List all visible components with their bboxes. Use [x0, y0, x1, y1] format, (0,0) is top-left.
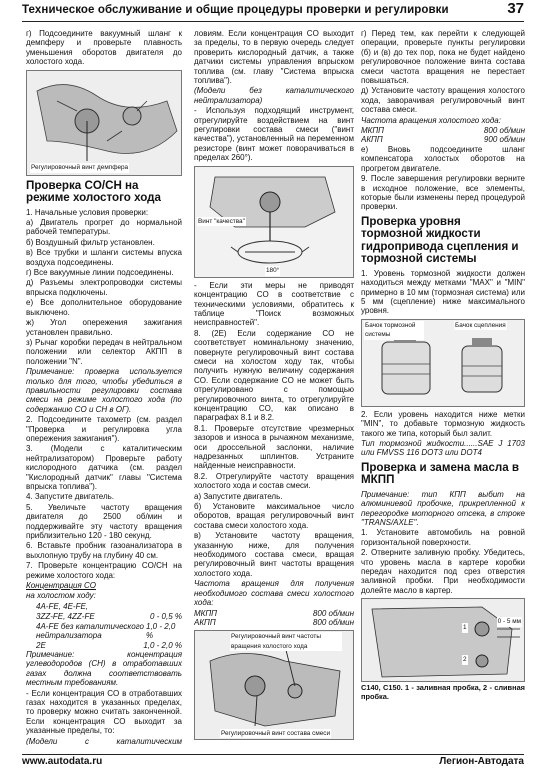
section-heading: Проверка и замена масла в МКПП — [361, 460, 520, 487]
figure-caption: Регулировочный винт частоты вращения холостого хода — [230, 632, 342, 651]
paragraph: 5. Увеличьте частоту вращения двигателя до 2500 об/мин и поддерживайте эту частоту вращения приблизительно 120 - 180 секунд. — [26, 502, 182, 541]
paragraph: г) Перед тем, как перейти к следующей операции, проверьте пункты регулировки (б) и (в) до тех пор, пока не будет найдено регулировочное положение винта состава смеси частота вращения не перестает повышаться. — [361, 29, 525, 86]
spec-label: АКПП — [361, 135, 383, 145]
figure-label: Винт "качества" — [198, 217, 245, 225]
section-heading: Проверка уровня тормозной жидкости гидропривода сцепления и тормозной системы — [361, 214, 519, 266]
footer-publisher: Легион-Автодата — [439, 756, 524, 767]
paragraph: ловиям. Если концентрация CO выходит за пределы, то в первую очередь следует проверить кислородный датчик, а также датчики системы управления впрыском топлива (см. главу "Система впрыска топлива"). — [194, 29, 354, 86]
gearbox-figure — [361, 598, 525, 682]
spec-value: 800 об/мин — [312, 617, 354, 627]
paragraph: 1. Начальные условия проверки: — [26, 207, 149, 217]
reservoir-figure — [361, 319, 525, 407]
paragraph: д) Установите частоту вращения холостого хода, заворачивая регулировочный винт состава смеси. — [361, 86, 525, 115]
paragraph: 8. (2E) Если содержание CO не соответствует номинальному значению, повернуте регулировочный винт состава смеси на холостом ходу так, чтобы получить нужную величину содержания CO. Если содержание CO не может быть отрегулировано с помощью регулировочного винта, то отрегулируйте концентрацию CO, как описано в параграфах 8.1 и 8.2. — [194, 328, 354, 423]
figure-label: Бачок тормозной системы — [364, 321, 424, 340]
spec-value: 900 об/мин — [483, 135, 525, 145]
paragraph: - Если эти меры не приводят концентрацию CO в соответствие с техническими условиями, обратитесь к таблице "Поиск возможных неисправностей". — [194, 280, 354, 328]
spec-label: МКПП — [361, 126, 384, 136]
figure-label: 2 — [463, 656, 467, 664]
column-3 — [361, 29, 525, 745]
page-footer — [22, 754, 524, 769]
spec-row — [26, 641, 182, 650]
paragraph: в) Установите частоту вращения, указанную ниже, для получения необходимого состава смеси, вращая регулировочный винт частоты вращения холостого хода. — [194, 531, 354, 578]
paragraph: - Если концентрация CO в отработавших газах находится в указанных пределах, то проверку можно считать законченной. Если концентрация CO выходит за указанные пределы, то: — [26, 688, 182, 736]
spec-title: Частота вращения для получения необходимого состава смеси холостого хода: — [194, 579, 354, 608]
paragraph: 2. Отверните заливную пробку. Убедитесь, что уровень масла в картере коробки передач находится под срез отверстия заливной пробки. При необходимости долейте масло в картер. — [361, 548, 525, 595]
paragraph: 2. Подсоедините тахометр (см. раздел "Проверка и регулировка угла опережения зажигания"). — [26, 415, 182, 443]
paragraph: (Модели без каталитического нейтрализатора) — [194, 86, 354, 105]
spec-value: 1,0 - 2,0 % — [143, 640, 182, 650]
paragraph: 7. Проверьте концентрацию CO/CH на режиме холостого хода: — [26, 561, 182, 580]
spec-title: Концентрация CO — [26, 581, 96, 591]
paragraph: 3. (Модели с каталитическим нейтрализатором) Проверьте работу кислородного датчика (см. раздел "Кислородный датчик" главы "Система впрыска топлива"). — [26, 444, 182, 491]
paragraph: ж) Угол опережения зажигания установлен правильно. — [26, 318, 182, 337]
spec-row — [26, 612, 182, 621]
spec-row — [194, 618, 354, 627]
throttle-body-figure — [194, 630, 354, 740]
figure-angle-label: 180° — [266, 267, 280, 275]
spec-title: Частота вращения холостого хода: — [361, 115, 501, 125]
paragraph: з) Рычаг коробки передач в нейтральном положении или селектор АКПП в положении "N". — [26, 337, 182, 366]
paragraph: б) Воздушный фильтр установлен. — [26, 237, 155, 247]
spec-value: 800 об/мин — [483, 126, 525, 136]
spec-row — [361, 126, 525, 135]
note: Примечание: тип КПП выбит на алюминиевой пробочке, прикрепленной к перегородке моторного отсека, в строке "TRANS/AXLE". — [361, 489, 525, 527]
spec-value: 0 - 0,5 % — [149, 612, 182, 622]
spec-label: МКПП — [194, 608, 217, 618]
page-number: 37 — [507, 0, 524, 17]
note: Примечание: концентрация углеводородов (CH) в отработавших газах должна соответствовать местным требованиям. — [26, 649, 182, 688]
paragraph: 8.2. Отрегулируйте частоту вращения холостого хода и состав смеси. — [194, 471, 354, 491]
figure-caption: Регулировочный винт демпфера — [31, 164, 129, 172]
paragraph: г) Все вакуумные линии подсоединены. — [26, 268, 174, 278]
figure-label: 1 — [463, 624, 467, 632]
paragraph: 8.1. Проверьте отсутствие чрезмерных зазоров и износа в рычажном механизме, оси дроссельной заслонки, наличие надрезанных шплинтов. Устраните найденные неисправности. — [194, 423, 354, 471]
spec-label: АКПП — [194, 617, 216, 627]
paragraph: 1. Уровень тормозной жидкости должен находиться между метками "MAX" и "MIN" примерно в 10 мм (тормозная система) или 5 мм (сцепление) ниже максимального уровня. — [361, 268, 525, 316]
paragraph: - Используя подходящий инструмент, отрегулируйте воздействием на винт регулировки состава смеси ("винт качества"), установленный на переменном резисторе (винт может поворачиваться в пределах 260°). — [194, 106, 354, 163]
mixture-screw-figure — [194, 166, 354, 278]
paragraph: е) Все дополнительное оборудование выключено. — [26, 298, 182, 317]
paragraph: 9. После завершения регулировки верните в исходное положение, все элементы, которые были изменены перед процедурой проверки. — [361, 174, 525, 212]
paragraph: а) Запустите двигатель. — [194, 491, 283, 501]
spec-row — [361, 135, 525, 144]
spec-line: Тип тормозной жидкости......SAE J 1703 или FMVSS 116 DOT3 или DOT4 — [361, 438, 525, 458]
paragraph: (Модели с каталитическим — [26, 736, 182, 745]
column-1 — [26, 29, 182, 745]
column-2 — [194, 29, 354, 745]
spec-row: 4A-FE, 4E-FE, — [36, 601, 89, 611]
figure-label: Бачок сцепления — [455, 321, 506, 329]
paragraph: 1. Установите автомобиль на ровной горизонтальной поверхности. — [361, 528, 525, 547]
spec-subtitle: на холостом ходу: — [26, 591, 96, 601]
paragraph: е) Вновь подсоедините шланг компенсатора холостых оборотов на прогретом двигателе. — [361, 144, 525, 173]
page-header — [22, 0, 524, 22]
page-title: Техническое обслуживание и общие процедуры проверки и регулировки — [22, 4, 449, 16]
gearbox-illustration — [362, 599, 525, 681]
paragraph: б) Установите максимальное число оборотов, вращая регулировочный винт состава смеси холостого хода. — [194, 502, 354, 530]
paragraph: в) Все трубки и шланги системы впуска воздуха подсоединены. — [26, 248, 182, 267]
figure-caption: C140, C150. 1 - заливная пробка, 2 - сливная пробка. — [361, 683, 525, 701]
paragraph: 6. Вставьте пробник газоанализатора в выхлопную трубу на глубину 40 см. — [26, 541, 182, 560]
engine-damper-illustration — [27, 71, 182, 175]
figure-caption: Регулировочный винт состава смеси — [221, 729, 331, 737]
section-heading: Проверка CO/CH на режиме холостого хода — [26, 178, 161, 205]
spec-value: 1,0 - 2,0 % — [146, 621, 176, 641]
paragraph: 2. Если уровень находится ниже метки "MIN", то добавьте тормозную жидкость такого же типа, который был залит. — [361, 409, 525, 438]
spec-label: 3ZZ-FE, 4ZZ-FE — [36, 612, 95, 622]
damper-figure — [26, 70, 182, 176]
paragraph: 4. Запустите двигатель. — [26, 492, 115, 502]
note: Примечание: проверка используется только для того, чтобы убедиться в правильности регулировки состава смеси на режиме холостого хода (по содержанию CO и CH в ОГ). — [26, 367, 182, 414]
spec-row — [26, 622, 182, 641]
spec-label: 2E — [36, 640, 46, 650]
spec-label: 4A-FE без каталитического нейтрализатора — [36, 621, 144, 641]
paragraph: г) Подсоедините вакуумный шланг к демпферу и проверьте плавность уменьшения оборотов двигателя до холостого хода. — [26, 29, 182, 67]
paragraph: а) Двигатель прогрет до нормальной рабочей температуры. — [26, 218, 182, 237]
paragraph: д) Разъемы электропроводки системы впрыска подключены. — [26, 278, 182, 297]
footer-website: www.autodata.ru — [22, 756, 103, 767]
figure-label: 0 - 5 мм — [497, 618, 521, 626]
spec-row — [194, 609, 354, 618]
spec-value: 800 об/мин — [312, 608, 354, 618]
